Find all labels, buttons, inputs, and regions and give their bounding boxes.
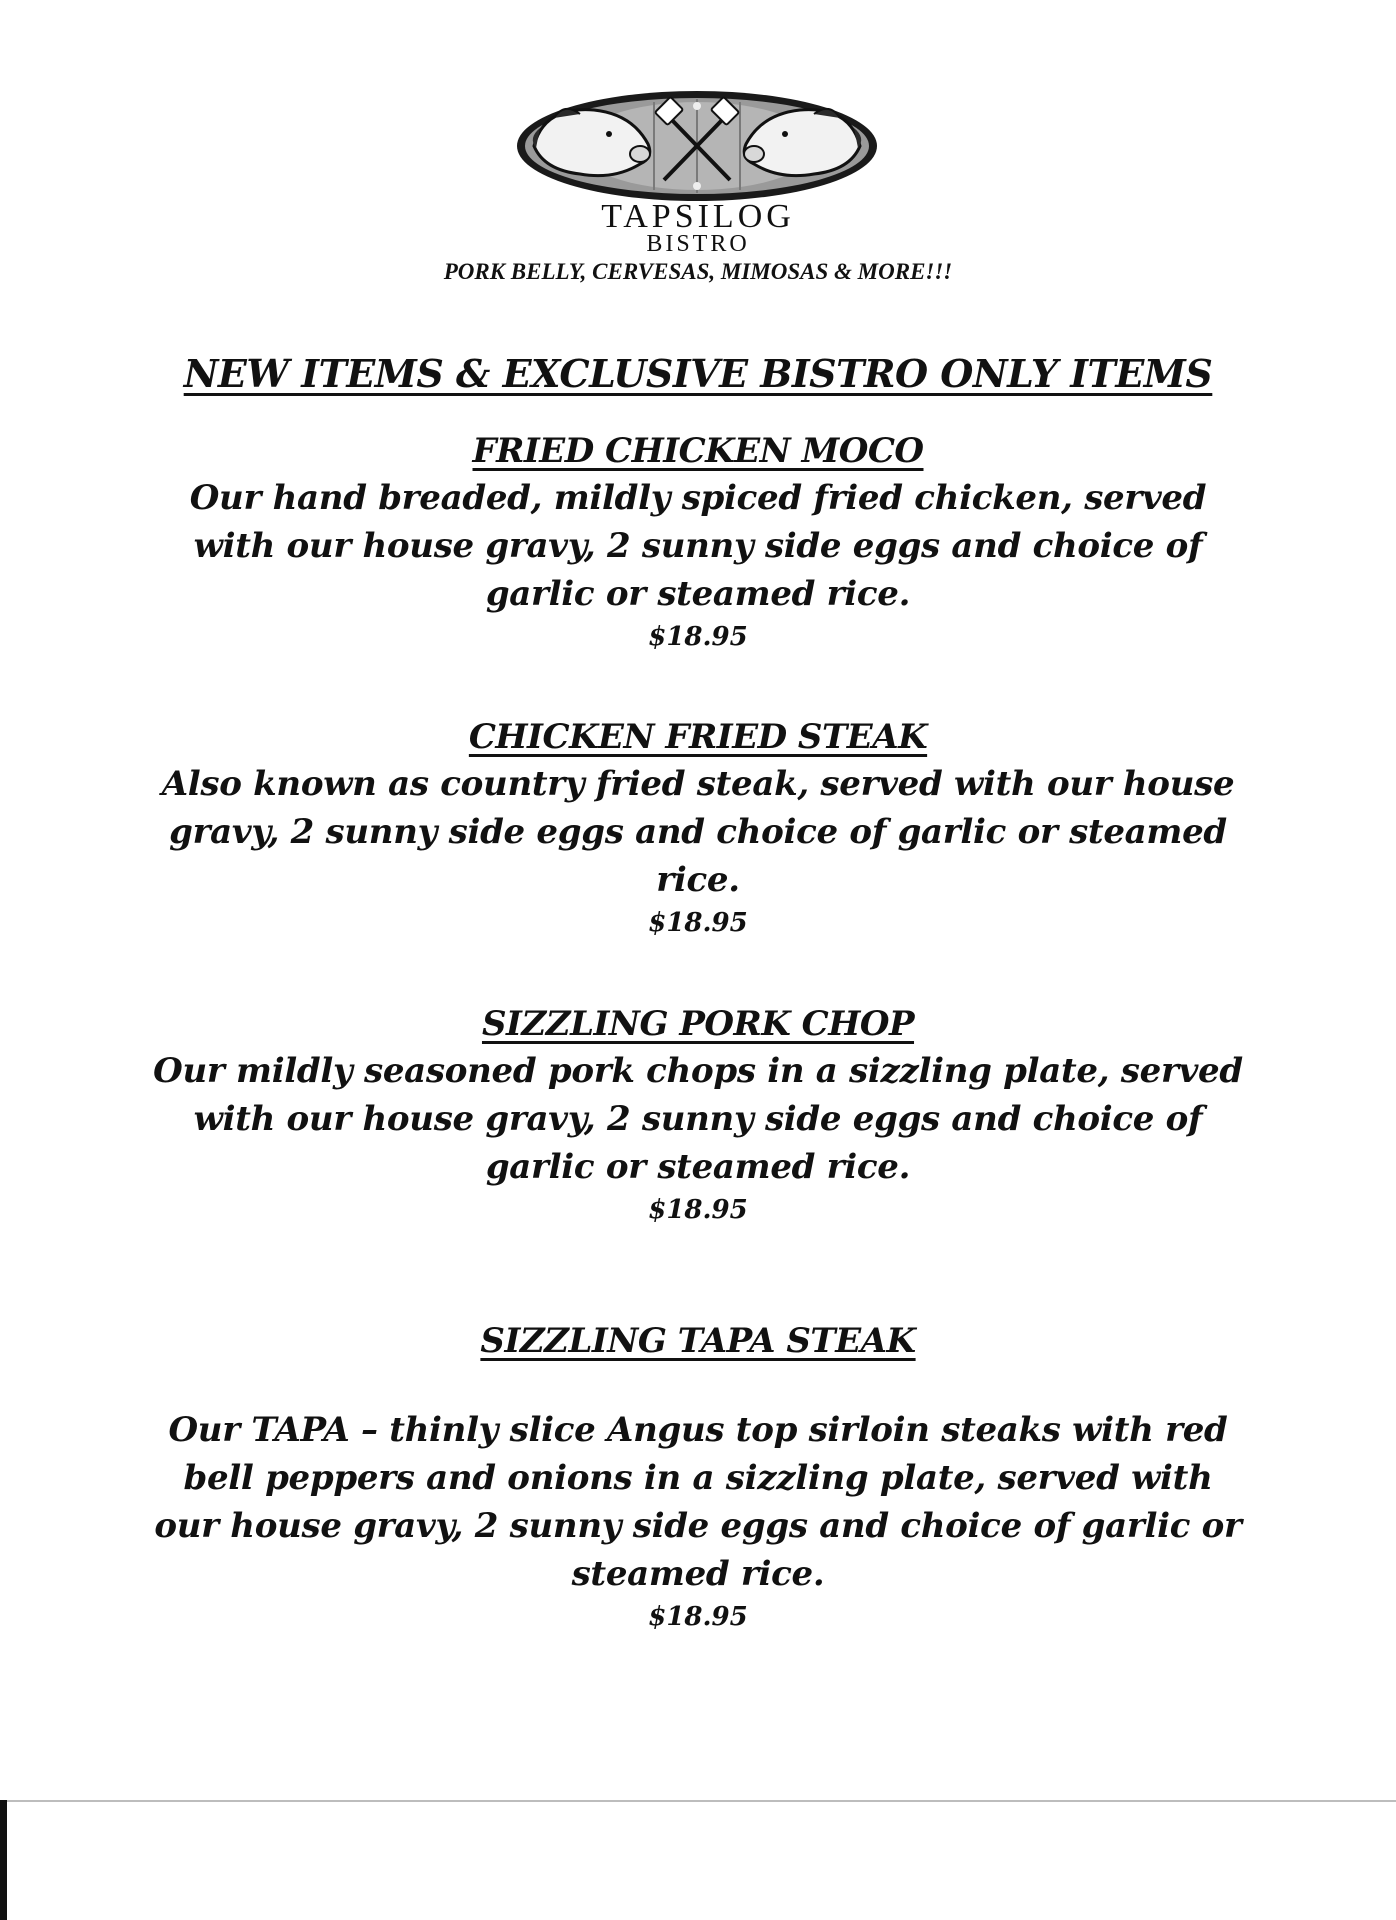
menu-item-price: $18.95 [648,1602,748,1632]
scan-edge-mark [0,1800,7,1920]
menu-item-sizzling-tapa-steak [150,1318,1246,1634]
menu-item-title: SIZZLING TAPA STEAK [480,1321,916,1361]
brand-name: TAPSILOG [601,198,795,235]
menu-item-title: FRIED CHICKEN MOCO [472,431,924,471]
menu-item-chicken-fried-steak [150,714,1246,940]
menu-item-title: CHICKEN FRIED STEAK [468,717,928,757]
section-heading: NEW ITEMS & EXCLUSIVE BISTRO ONLY ITEMS [183,351,1213,396]
brand-subtitle: BISTRO [646,231,750,257]
menu-item-description: Our mildly seasoned pork chops in a sizzling plate, served with our house gravy, 2 sunny side eggs and choice of garlic or steamed rice. [153,1051,1243,1187]
menu-item-description: Also known as country fried steak, served with our house gravy, 2 sunny side eggs and choice of garlic or steamed rice. [161,764,1235,900]
menu-item-fried-chicken-moco [150,428,1246,654]
pigs-and-spatulas-logo-icon [514,88,880,204]
menu-item-description: Our TAPA – thinly slice Angus top sirloin steaks with red bell peppers and onions in a sizzling plate, served with our house gravy, 2 sunny side eggs and choice of garlic or steamed rice. [154,1410,1242,1594]
menu-item-description: Our hand breaded, mildly spiced fried chicken, served with our house gravy, 2 sunny side eggs and choice of garlic or steamed rice. [189,478,1207,614]
menu-item-price: $18.95 [648,908,748,938]
tagline: PORK BELLY, CERVESAS, MIMOSAS & MORE!!! [443,259,953,284]
menu-item-sizzling-pork-chop [150,1001,1246,1227]
menu-item-price: $18.95 [648,1195,748,1225]
scan-edge-line [0,1800,1396,1802]
menu-item-title: SIZZLING PORK CHOP [481,1004,915,1044]
menu-item-price: $18.95 [648,622,748,652]
